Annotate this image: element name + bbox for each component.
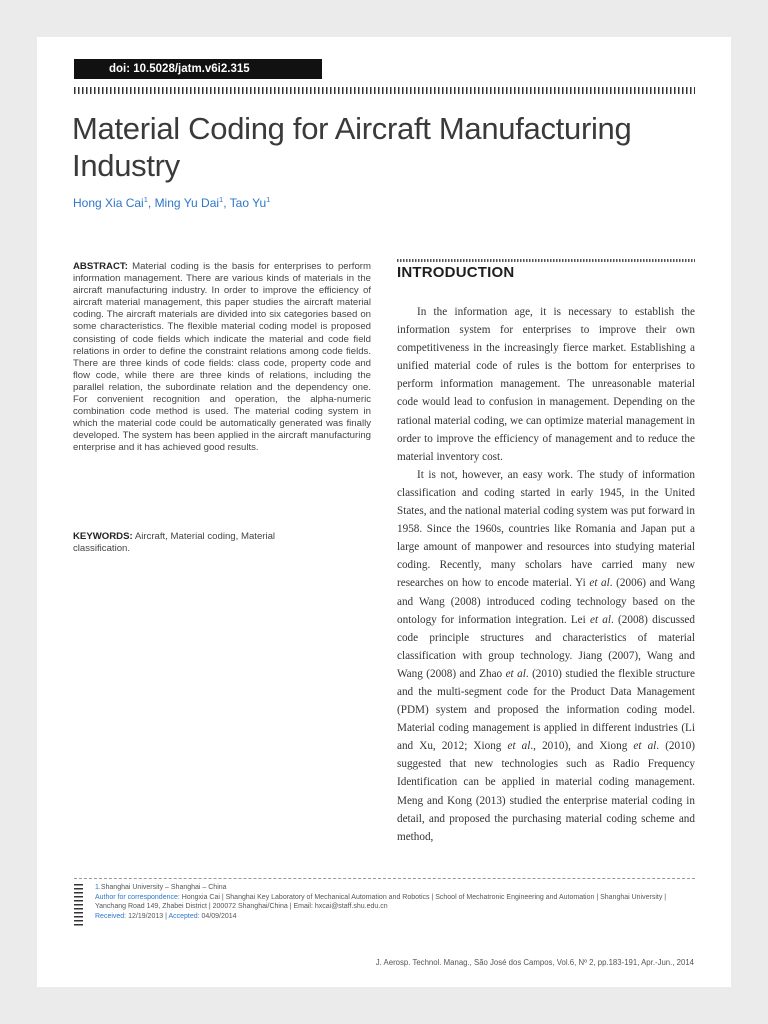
correspondence-note: Author for correspondence: Hongxia Cai | Shanghai Key Laboratory of Mechanical Automation and Robotics | School of Mechatronic Engineering and Automation | Shanghai University | Yanchang Road 149, Zhabei District | 200072 Shanghai/China | Email: hxcai@staff.shu.edu.cn [95, 894, 667, 910]
abstract-text: Material coding is the basis for enterprises to perform information management. There are various kinds of materials in the aircraft manufacturing industry. In order to improve the efficiency of aircraft material management, this paper studies the aircraft material coding. The aircraft materials are divided into six categories based on some characteristics. The flexible material coding model is proposed consisting of code fields which indicate the material and code field relations in order to define the constraint relations among code fields. There are three kinds of code fields: class code, property code and flow code, while there are three kinds of relations, including the parallel relation, the subordinate relation and the dependency one. For convenient recognition and operation, the alpha-numeric combination code method is used. The material coding system in which the material code could be automatically generated was finally developed. The system has been applied in the aircraft manufacturing enterprise and it has achieved good results. [73, 261, 371, 454]
author-name[interactable]: Hong Xia Cai [73, 196, 144, 210]
header-tick-rule [74, 87, 695, 94]
keywords [73, 531, 333, 555]
section-heading-introduction: INTRODUCTION [397, 264, 515, 281]
author-name[interactable]: Ming Yu Dai [154, 196, 220, 210]
footer-tick-rule [74, 884, 83, 928]
journal-citation: J. Aerosp. Technol. Manag., São José dos Campos, Vol.6, Nº 2, pp.183-191, Apr.-Jun., 2014 [375, 958, 694, 967]
keywords-text: Aircraft, Material coding, Material classification. [73, 531, 276, 555]
affiliation-note: 1.Shanghai University – Shanghai – China [95, 884, 227, 891]
author-name[interactable]: Tao Yu [229, 196, 267, 210]
keywords-label: KEYWORDS: [73, 531, 133, 542]
doi-text[interactable]: doi: 10.5028/jatm.v6i2.315 [109, 63, 250, 75]
paragraph: In the information age, it is necessary to establish the information system for enterprises to improve their own competitiveness in the increasingly fierce market. Establishing a unified material code of rules is the bottom for enterprises to perform information management. The unreasonable material code would lead to confusion in management. Depending on the rational material coding, we can optimize material management in order to improve the efficiency of management and to reduce the material inventory cost. [397, 306, 695, 463]
article-title: Material Coding for Aircraft Manufacturing Industry [72, 111, 632, 183]
author-affiliation-mark: 1 [219, 195, 224, 204]
author-affiliation-mark: 1 [143, 195, 148, 204]
footer-rule [74, 878, 695, 879]
doi-banner [74, 59, 322, 79]
dates-note: Received: 12/19/2013 | Accepted: 04/09/2014 [95, 913, 237, 920]
author-affiliation-mark: 1 [266, 195, 271, 204]
paragraph: It is not, however, an easy work. The study of information classification and coding started in early 1945, in the United States, and the national material coding system was put forward in 1958. Since the 1960s, countries like Romania and Japan put a large amount of manpower and resources into studying material coding. Recently, many scholars have carried many new researches on how to encode material. Yi et al. (2006) and Wang and Wang (2008) introduced coding technology based on the ontology for information integration. Lei et al. (2008) discussed code principle structures and characteristics of material classification with group technology. Jiang (2007), Wang and Wang (2008) and Zhao et al. (2010) studied the flexible structure and the multi-segment code for the Product Data Management (PDM) system and proposed the information coding model. Material coding management is applied in different industries (Li and Xu, 2012; Xiong et al., 2010), and Xiong et al. (2010) suggested that new technologies such as Radio Frequency Identification can be applied in material coding management. Meng and Kong (2013) studied the enterprise material coding in detail, and proposed the purchasing material coding scheme and method, [397, 468, 696, 843]
abstract [73, 261, 371, 455]
article-page [37, 37, 731, 987]
introduction-body [397, 303, 695, 846]
author-list: Hong Xia Cai$^1$, Ming Yu Dai$^1$, Tao Yu$^1$ [73, 195, 271, 210]
footer-notes [95, 883, 695, 922]
section-rule [397, 259, 695, 262]
abstract-label: ABSTRACT: [73, 261, 128, 272]
